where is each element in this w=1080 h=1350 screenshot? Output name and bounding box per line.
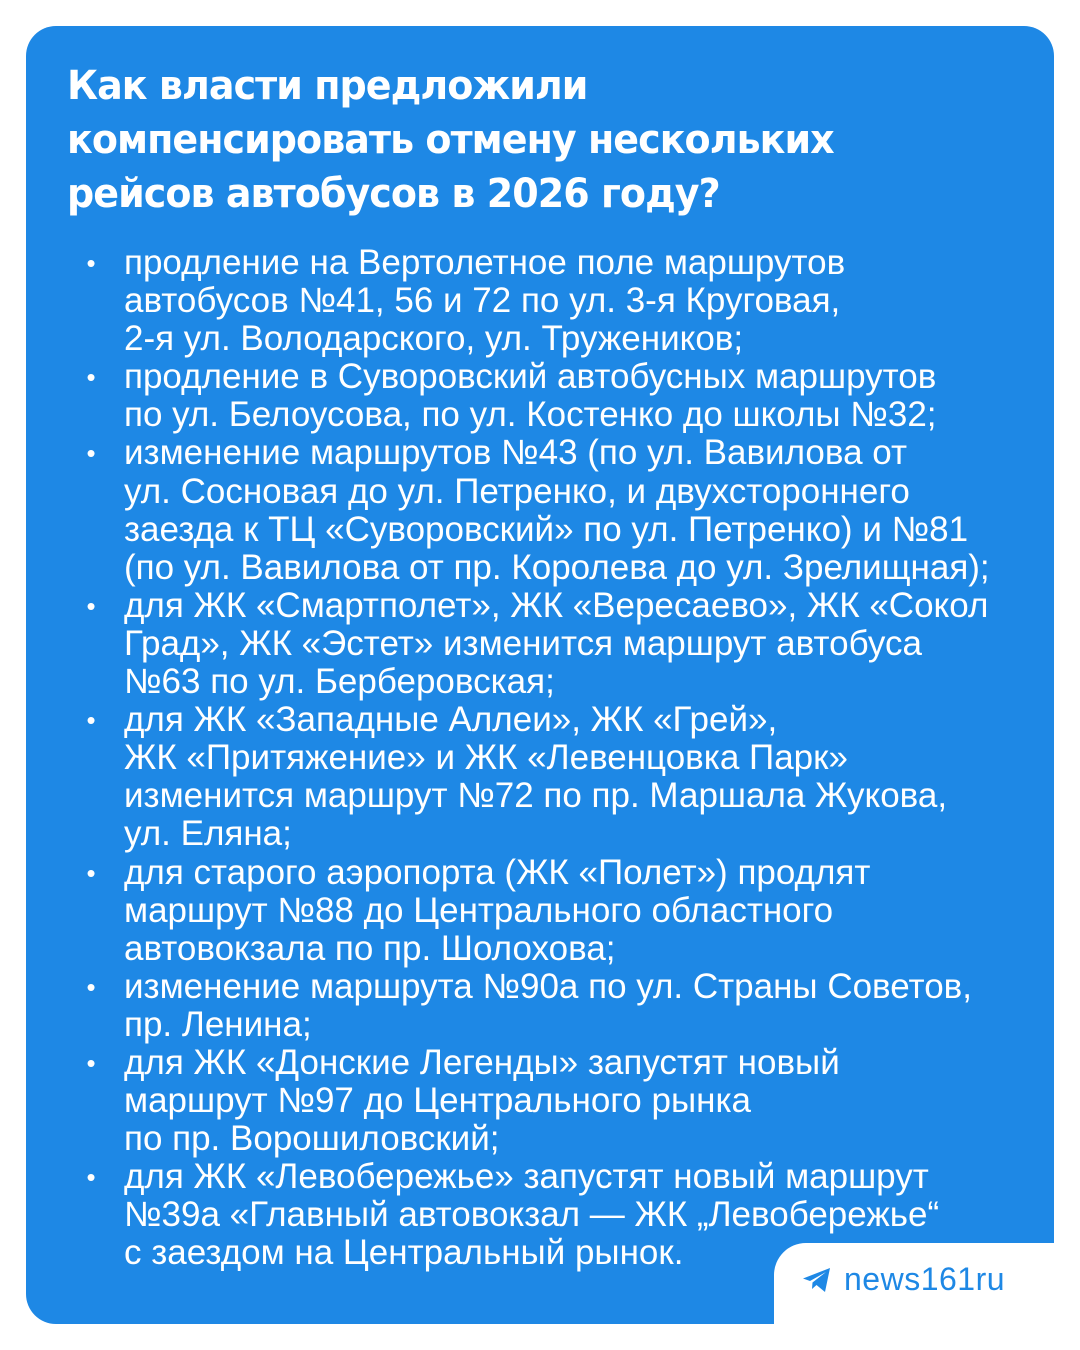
list-item-line: ул. Сосновая до ул. Петренко, и двухстороннего [124,471,910,511]
list-item-line: ул. Еляна; [124,814,292,854]
bullet-dot: • [86,362,96,393]
list-item-line: (по ул. Вавилова от пр. Королева до ул. Зрелищная); [124,547,990,587]
bullet-dot: • [86,971,96,1002]
bullet-dot: • [86,857,96,888]
list-item-line: по ул. Белоусова, по ул. Костенко до школы №32; [124,395,937,435]
list-item-line: 2-я ул. Володарского, ул. Тружеников; [124,319,744,359]
brand-name: news161ru [844,1261,1006,1297]
info-card [26,26,1054,1324]
list-item-line: по пр. Ворошиловский; [124,1119,500,1159]
list-item-line: маршрут №88 до Центрального областного [124,890,834,930]
headline-line: компенсировать отмену нескольких [67,117,834,163]
list-item-line: изменится маршрут №72 по пр. Маршала Жукова, [124,776,948,816]
list-item-line: ЖК «Притяжение» и ЖК «Левенцовка Парк» [124,738,848,778]
brand-link[interactable] [802,1261,1005,1298]
bullet-dot: • [86,590,96,621]
list-item-line: продление на Вертолетное поле маршрутов [124,243,846,282]
headline-line: рейсов автобусов в 2026 году? [67,171,720,217]
list-item-line: продление в Суворовский автобусных маршрутов [124,357,937,397]
list-item [84,358,1034,434]
list-item [84,434,1034,586]
list-item [84,854,1034,968]
list-item-line: пр. Ленина; [124,1004,312,1044]
list-item-line: №39а «Главный автовокзал — ЖК „Левобережье“ [124,1195,940,1235]
measures-list [84,244,1034,1273]
telegram-icon [802,1267,832,1293]
list-item-line: для ЖК «Западные Аллеи», ЖК «Грей», [124,700,778,740]
list-item-line: для старого аэропорта (ЖК «Полет») продлят [124,852,871,892]
bullet-dot: • [86,438,96,469]
bullet-dot: • [86,1047,96,1078]
bullet-dot: • [86,248,96,278]
list-item-line: для ЖК «Смартполет», ЖК «Вересаево», ЖК «Сокол [124,585,989,625]
list-item-line: маршрут №97 до Центрального рынка [124,1081,751,1121]
brand-badge [774,1243,1080,1350]
list-item-line: для ЖК «Левобережье» запустят новый маршрут [124,1157,929,1197]
list-item [84,587,1034,701]
list-item-line: №63 по ул. Берберовская; [124,662,555,702]
headline-line: Как власти предложили [67,63,588,109]
list-item [84,701,1034,853]
list-item-line: с заездом на Центральный рынок. [124,1233,684,1273]
list-item [84,968,1034,1044]
list-item [84,1044,1034,1158]
list-item-line: изменение маршрута №90а по ул. Страны Советов, [124,966,972,1006]
list-item-line: автовокзала по пр. Шолохова; [124,928,616,968]
list-item-line: заезда к ТЦ «Суворовский» по ул. Петренко) и №81 [124,509,969,549]
headline [67,59,979,221]
list-item-line: автобусов №41, 56 и 72 по ул. 3-я Круговая, [124,281,841,321]
bullet-dot: • [86,1162,96,1193]
list-item-line: Град», ЖК «Эстет» изменится маршрут автобуса [124,623,922,663]
list-item-line: изменение маршрутов №43 (по ул. Вавилова от [124,433,908,473]
list-item [84,244,1034,358]
bullet-dot: • [86,705,96,736]
list-item-line: для ЖК «Донские Легенды» запустят новый [124,1042,840,1082]
